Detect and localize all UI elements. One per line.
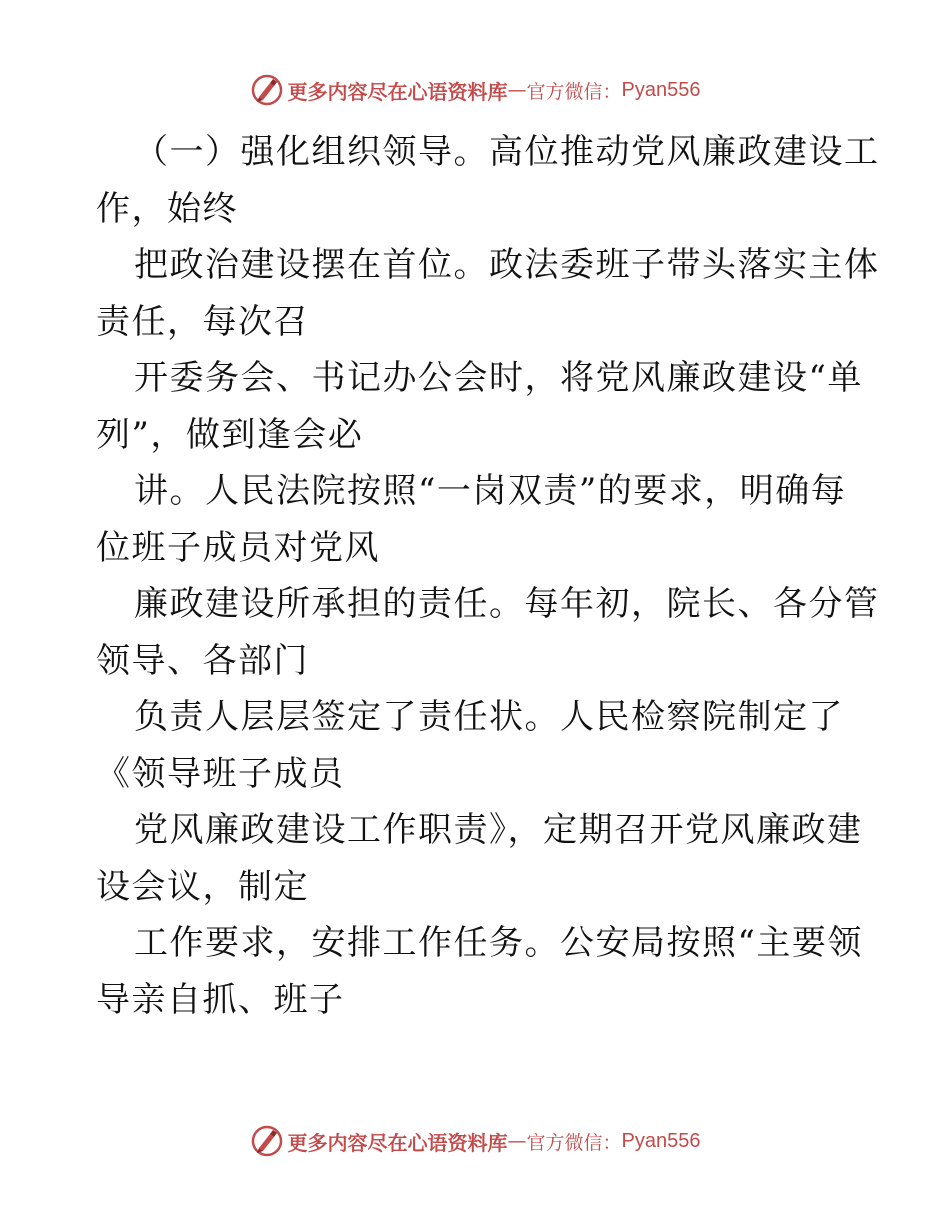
watermark-wechat-id: Pyan556 [621,1129,701,1152]
text-line: 作，始终 [96,188,238,229]
text-line: 位班子成员对党风 [96,527,380,568]
header-watermark [0,70,950,110]
footer-watermark [0,1121,950,1161]
pen-circle-logo-icon [250,73,284,107]
watermark-main-text: 更多内容尽在心语资料库 [287,79,508,104]
text-line: 开委务会、书记办公会时，将党风廉政建设“单 [134,358,863,398]
text-line: 负责人层层签定了责任状。人民检察院制定了 [134,697,844,737]
watermark-dash: — [507,1130,527,1152]
watermark-dash: — [507,79,527,101]
pen-circle-logo-icon [250,1124,284,1158]
text-line: 《领导班子成员 [96,753,345,794]
text-line: 廉政建设所承担的责任。每年初，院长、各分管 [134,584,880,624]
watermark-sub-text: 官方微信： [526,80,622,103]
text-line: （一）强化组织领导。高位推动党风廉政建设工 [134,132,880,172]
text-line: 设会议，制定 [96,866,309,907]
text-line: 工作要求，安排工作任务。公安局按照“主要领 [134,923,863,963]
text-line: 导亲自抓、班子 [96,979,345,1020]
text-line: 责任，每次召 [96,301,309,342]
text-line: 领导、各部门 [96,640,309,681]
watermark-wechat-id: Pyan556 [621,78,701,101]
watermark-sub-text: 官方微信： [526,1131,622,1154]
text-line: 党风廉政建设工作职责》，定期召开党风廉政建 [134,810,863,850]
document-body [96,120,880,1028]
text-line: 列”，做到逢会必 [96,414,364,455]
watermark-main-text: 更多内容尽在心语资料库 [287,1130,508,1155]
text-line: 讲。人民法院按照“一岗双责”的要求，明确每 [134,471,847,511]
text-line: 把政治建设摆在首位。政法委班子带头落实主体 [134,245,880,285]
